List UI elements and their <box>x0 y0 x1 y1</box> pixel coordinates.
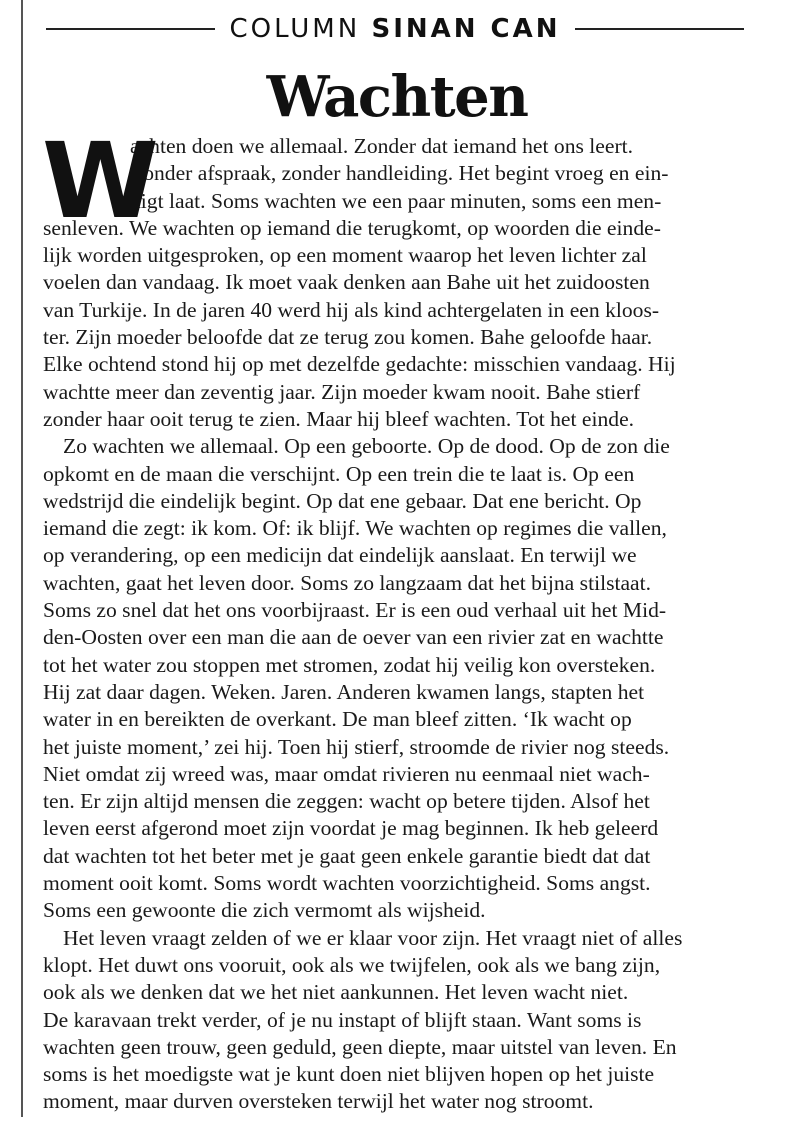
body-line: lijk worden uitgesproken, op een moment waarop het leven lichter zal <box>43 243 647 268</box>
body-line: ook als we denken dat we het niet aankunnen. Het leven wacht niet. <box>43 980 629 1005</box>
column-divider-rule <box>21 0 23 1117</box>
body-line: van Turkije. In de jaren 40 werd hij als kind achtergelaten in een kloos- <box>43 297 660 322</box>
paragraph-start-line: Het leven vraagt zelden of we er klaar voor zijn. Het vraagt niet of alles <box>63 925 683 950</box>
body-line: Zonder afspraak, zonder handleiding. Het begint vroeg en ein- <box>130 161 669 186</box>
body-line: soms is het moedigste wat je kunt doen niet blijven hopen op het juiste <box>43 1062 655 1087</box>
paragraph-start-line: Zo wachten we allemaal. Op een geboorte. Op de dood. Op de zon die <box>63 434 670 459</box>
kicker-author-name: SINAN CAN <box>371 14 561 44</box>
body-line: senleven. We wachten op iemand die terugkomt, op woorden die einde- <box>43 215 661 240</box>
body-line: ten. Er zijn altijd mensen die zeggen: wacht op betere tijden. Alsof het <box>43 789 650 814</box>
body-line: opkomt en de maan die verschijnt. Op een trein die te laat is. Op een <box>43 461 635 486</box>
body-line: den-Oosten over een man die aan de oever van een rivier zat en wachtte <box>43 625 664 650</box>
drop-cap: W <box>41 120 155 242</box>
body-line: dat wachten tot het beter met je gaat geen enkele garantie biedt dat dat <box>43 843 651 868</box>
body-line: wachten, gaat het leven door. Soms zo langzaam dat het bijna stilstaat. <box>43 570 652 595</box>
body-line: op verandering, op een medicijn dat eindelijk aanslaat. En terwijl we <box>43 543 637 568</box>
body-line: Soms een gewoonte die zich vermomt als wijsheid. <box>43 898 486 923</box>
body-line: tot het water zou stoppen met stromen, zodat hij veilig kon oversteken. <box>43 652 656 677</box>
kicker-text <box>215 14 574 44</box>
body-line: het juiste moment,’ zei hij. Toen hij stierf, stroomde de rivier nog steeds. <box>43 734 670 759</box>
body-line: Niet omdat zij wreed was, maar omdat rivieren nu eenmaal niet wach- <box>43 761 650 786</box>
body-line: wachten geen trouw, geen geduld, geen diepte, maar uitstel van leven. En <box>43 1034 677 1059</box>
kicker-rule-right <box>575 28 744 30</box>
column-kicker <box>46 12 744 46</box>
article-body <box>41 120 743 1116</box>
body-line: leven eerst afgerond moet zijn voordat je mag beginnen. Ik heb geleerd <box>43 816 659 841</box>
body-line: achten doen we allemaal. Zonder dat iemand het ons leert. <box>130 134 634 158</box>
body-line: ter. Zijn moeder beloofde dat ze terug zou komen. Bahe geloofde haar. <box>43 325 653 350</box>
body-line: klopt. Het duwt ons vooruit, ook als we twijfelen, ook als we bang zijn, <box>43 952 661 977</box>
kicker-column-label: COLUMN <box>229 14 361 44</box>
body-line: Hij zat daar dagen. Weken. Jaren. Anderen kwamen langs, stapten het <box>43 679 645 704</box>
kicker-rule-left <box>46 28 215 30</box>
body-line: Soms zo snel dat het ons voorbijraast. Er is een oud verhaal uit het Mid- <box>43 598 667 623</box>
body-line: wachtte meer dan zeventig jaar. Zijn moeder kwam nooit. Bahe stierf <box>43 379 641 404</box>
article-title: Wachten <box>266 64 528 130</box>
body-line: digt laat. Soms wachten we een paar minuten, soms een men- <box>130 188 662 213</box>
body-line: moment, maar durven oversteken terwijl het water nog stroomt. <box>43 1089 594 1114</box>
body-line: iemand die zegt: ik kom. Of: ik blijf. We wachten op regimes die vallen, <box>43 516 667 541</box>
body-line: zonder haar ooit terug te zien. Maar hij bleef wachten. Tot het einde. <box>43 406 635 431</box>
body-line: De karavaan trekt verder, of je nu instapt of blijft staan. Want soms is <box>43 1007 642 1032</box>
body-line: wedstrijd die eindelijk begint. Op dat ene gebaar. Dat ene bericht. Op <box>43 488 642 513</box>
body-line: moment ooit komt. Soms wordt wachten voorzichtigheid. Soms angst. <box>43 871 651 896</box>
body-line: voelen dan vandaag. Ik moet vaak denken aan Bahe uit het zuidoosten <box>43 270 650 295</box>
body-line: Elke ochtend stond hij op met dezelfde gedachte: misschien vandaag. Hij <box>43 352 676 377</box>
body-line: water in en bereikten de overkant. De man bleef zitten. ‘Ik wacht op <box>43 707 632 732</box>
